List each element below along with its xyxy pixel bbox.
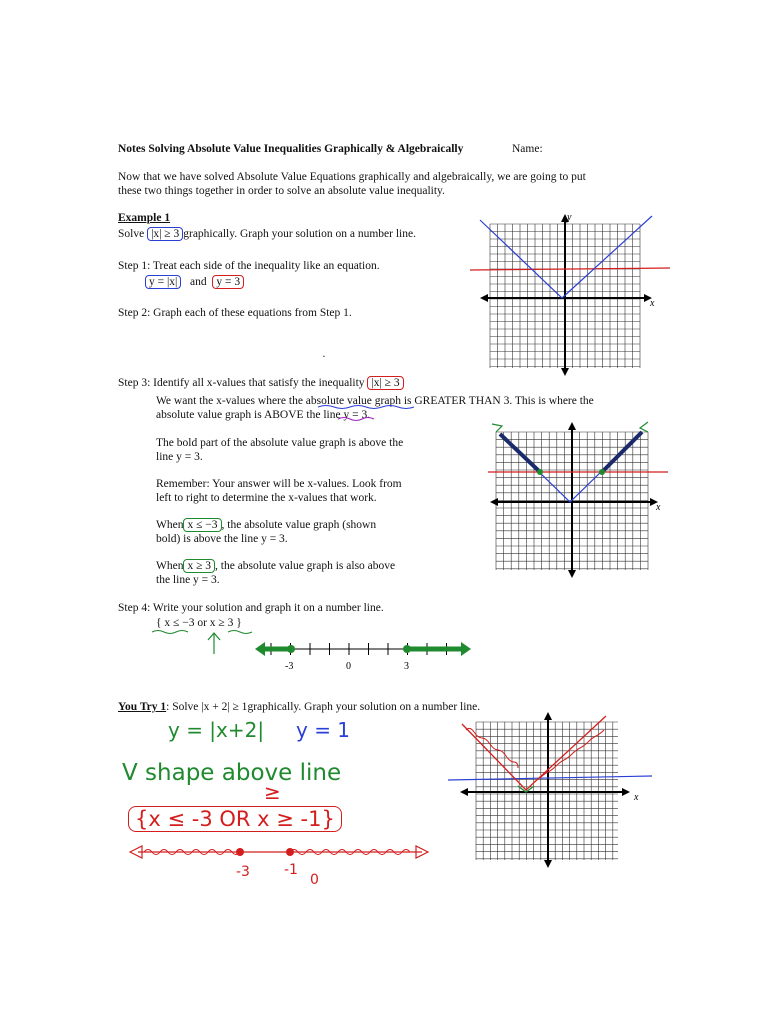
equation-const-box: y = 3 bbox=[212, 275, 244, 289]
step2-text: Step 2: Graph each of these equations from Step 1. bbox=[118, 307, 352, 319]
number-line-1 bbox=[255, 638, 475, 674]
scribble-right bbox=[540, 730, 604, 778]
closed-dot-pos3 bbox=[403, 645, 411, 653]
step1-text: Step 1: Treat each side of the inequality like an equation. bbox=[118, 260, 380, 272]
equation-abs-box: y = |x| bbox=[145, 275, 181, 289]
example1-heading: Example 1 bbox=[118, 212, 171, 224]
number-line-2 bbox=[130, 840, 430, 886]
when1-line-2: bold) is above the line y = 3. bbox=[156, 533, 288, 545]
axis-label-x-1: x bbox=[650, 298, 655, 309]
point-pos3 bbox=[599, 469, 605, 475]
intro-line-1: Now that we have solved Absolute Value Equations graphically and algebraically, we are going to put bbox=[118, 171, 586, 183]
y-axis-arrow-bottom-1 bbox=[561, 368, 569, 376]
nl1-label-0: 0 bbox=[346, 661, 351, 672]
nl2-label-neg1: -1 bbox=[284, 862, 298, 878]
bold-line-2: line y = 3. bbox=[156, 451, 203, 463]
graph-1 bbox=[470, 210, 670, 380]
remember-line-1: Remember: Your answer will be x-values. Look from bbox=[156, 478, 402, 490]
axis-label-x-3: x bbox=[634, 792, 639, 803]
name-label: Name: bbox=[512, 143, 543, 155]
intro-line-2: these two things together in order to solve an absolute value inequality. bbox=[118, 185, 445, 197]
hw-note: V shape above line bbox=[122, 760, 342, 786]
y-axis-arrow-bottom-3 bbox=[544, 860, 552, 868]
example1-prompt: Solve |x| ≥ 3 graphically. Graph your solution on a number line. bbox=[118, 228, 416, 240]
you-try-prompt: You Try 1: Solve |x + 2| ≥ 1graphically. Graph your solution on a number line. bbox=[118, 701, 481, 713]
step3-inequality-box: |x| ≥ 3 bbox=[367, 376, 403, 390]
scribble-left bbox=[466, 728, 518, 768]
bold-right-branch bbox=[602, 432, 642, 472]
hw-dot-neg3 bbox=[236, 848, 244, 856]
x-axis-arrow-left-2 bbox=[490, 498, 498, 506]
y-axis-arrow-top-3 bbox=[544, 712, 552, 720]
point-neg3 bbox=[537, 469, 543, 475]
x-axis-arrow-left-3 bbox=[460, 788, 468, 796]
hw-eq2: y = 1 bbox=[296, 718, 351, 742]
solution-set: { x ≤ −3 or x ≥ 3 } bbox=[156, 617, 242, 629]
x-axis-arrow-right-3 bbox=[622, 788, 630, 796]
remember-line-2: left to right to determine the x-values that work. bbox=[156, 492, 377, 504]
you-try-heading: You Try 1 bbox=[118, 701, 167, 713]
y-axis-arrow-top-2 bbox=[568, 422, 576, 430]
closed-dot-neg3 bbox=[287, 645, 295, 653]
page-title: Notes Solving Absolute Value Inequalities Graphically & Algebraically bbox=[118, 143, 464, 155]
arrow-left bbox=[255, 642, 265, 656]
when1-cond-box: x ≤ −3 bbox=[183, 518, 221, 532]
bold-line-1: The bold part of the absolute value graph is above the bbox=[156, 437, 404, 449]
hw-dot-neg1 bbox=[286, 848, 294, 856]
axis-label-y-1: y bbox=[567, 212, 572, 223]
want-line-1: We want the x-values where the absolute value graph is GREATER THAN 3. This is where the bbox=[156, 395, 594, 407]
axis-label-x-2: x bbox=[656, 502, 661, 513]
graph-3 bbox=[448, 712, 648, 872]
when2-cond-box: x ≥ 3 bbox=[183, 559, 215, 573]
hw-solution-box: {x ≤ -3 OR x ≥ -1} bbox=[128, 806, 342, 832]
when2-line-1: When x ≥ 3 , the absolute value graph is also above bbox=[156, 560, 396, 572]
underline-marks bbox=[316, 403, 436, 433]
when1-line-1: When x ≤ −3 , the absolute value graph (shown bbox=[156, 519, 377, 531]
nl1-label-neg3: -3 bbox=[285, 661, 294, 672]
hw-eq1: y = |x+2| bbox=[168, 718, 265, 742]
stray-mark: · bbox=[322, 351, 326, 363]
solution-annotations bbox=[150, 628, 270, 656]
hw-geq: ≥ bbox=[264, 780, 281, 804]
example1-inequality-box: |x| ≥ 3 bbox=[147, 227, 183, 241]
when2-line-2: the line y = 3. bbox=[156, 574, 220, 586]
graph-2 bbox=[488, 420, 668, 580]
y-axis-arrow-bottom-2 bbox=[568, 570, 576, 578]
step3-text: Step 3: Identify all x-values that satisfy the inequality |x| ≥ 3 bbox=[118, 376, 404, 391]
nl1-label-3: 3 bbox=[404, 661, 409, 672]
want-line-2: absolute value graph is ABOVE the line y = 3. bbox=[156, 409, 371, 421]
step4-text: Step 4: Write your solution and graph it on a number line. bbox=[118, 602, 384, 614]
step1-equations: y = |x| and y = 3 bbox=[145, 275, 244, 290]
x-axis-arrow-left-1 bbox=[480, 294, 488, 302]
arrow-right bbox=[461, 642, 471, 656]
nl2-label-neg3: -3 bbox=[236, 864, 250, 880]
nl2-label-0: 0 bbox=[310, 872, 319, 888]
